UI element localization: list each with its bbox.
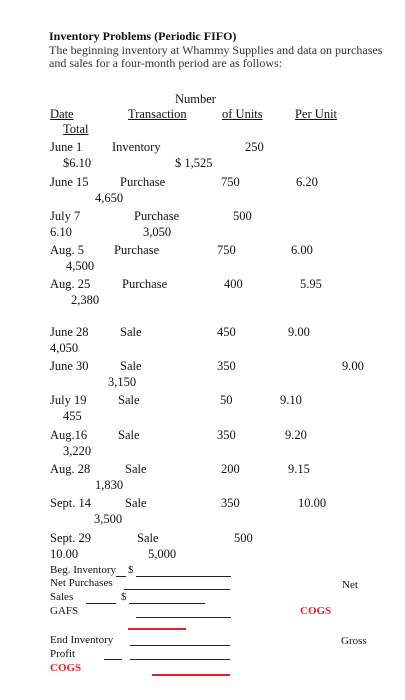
table-row-transaction: Sale: [120, 359, 142, 373]
table-row-date: July 19: [50, 393, 87, 407]
table-row-transaction: Sale: [137, 531, 159, 545]
table-row-units: 50: [220, 393, 233, 407]
header-number: Number: [175, 92, 216, 106]
table-row-units: 200: [221, 462, 240, 476]
table-row-per-unit: 9.20: [285, 428, 307, 442]
header-units: of Units: [222, 107, 263, 121]
profit-lead-line: [104, 659, 122, 660]
table-row-per-unit: 6.10: [50, 225, 72, 239]
table-row-date: June 15: [50, 175, 89, 189]
page-title: Inventory Problems (Periodic FIFO): [49, 29, 237, 43]
table-row-units: 750: [217, 243, 236, 257]
net-purchases-label: Net Purchases: [50, 577, 113, 589]
table-row-per-unit: 6.00: [291, 243, 313, 257]
sales-lead-line: [86, 603, 116, 604]
sales-dollar: $: [121, 591, 127, 603]
table-row-units: 250: [245, 140, 264, 154]
table-row-units: 350: [221, 496, 240, 510]
table-row-per-unit: 10.00: [298, 496, 327, 510]
table-row-units: 500: [234, 531, 253, 545]
beg-inventory-field[interactable]: [136, 576, 231, 577]
table-row-date: June 28: [50, 325, 89, 339]
sales-label: Sales: [50, 591, 74, 603]
cogs-label-bottom: COGS: [50, 662, 82, 674]
table-row-transaction: Sale: [120, 325, 142, 339]
end-inventory-field[interactable]: [130, 645, 230, 646]
table-row-date: Sept. 14: [50, 496, 91, 510]
table-row-total: $ 1,525: [175, 156, 213, 170]
table-row-per-unit: 9.00: [342, 359, 364, 373]
table-row-transaction: Inventory: [112, 140, 161, 154]
table-row-date: June 30: [50, 359, 89, 373]
gross-label: Gross: [341, 635, 367, 647]
beg-inventory-label: Beg. Inventory: [50, 564, 116, 576]
table-row-total: 4,050: [50, 341, 79, 355]
table-row-per-unit: 6.20: [296, 175, 318, 189]
table-row-per-unit: 9.15: [288, 462, 310, 476]
table-row-per-unit: $6.10: [63, 156, 92, 170]
sales-field[interactable]: [129, 603, 205, 604]
table-row-date: Sept. 29: [50, 531, 91, 545]
table-row-units: 500: [233, 209, 252, 223]
intro-text: The beginning inventory at Whammy Supplies and data on purchases and sales for a four-month period are as follows:: [49, 43, 383, 70]
table-row-date: Aug. 5: [50, 243, 85, 257]
header-per-unit: Per Unit: [295, 107, 338, 121]
end-inventory-label: End Inventory: [50, 634, 114, 646]
table-row-units: 750: [221, 175, 240, 189]
table-row-per-unit: 9.10: [280, 393, 302, 407]
cogs-red-line-upper: [128, 628, 186, 630]
beg-inventory-lead-line: [116, 576, 126, 577]
table-row-date: Aug. 25: [50, 277, 91, 291]
table-row-units: 350: [217, 428, 236, 442]
gafs-label: GAFS: [50, 605, 79, 617]
cogs-red-line-lower: [152, 674, 230, 676]
table-row-transaction: Purchase: [114, 243, 160, 257]
table-row-total: 3,500: [94, 512, 123, 526]
header-total: Total: [63, 122, 89, 136]
table-row-transaction: Sale: [118, 428, 140, 442]
net-purchases-field[interactable]: [124, 589, 230, 590]
gafs-field[interactable]: [136, 617, 231, 618]
table-row-transaction: Sale: [125, 496, 147, 510]
table-row-transaction: Purchase: [122, 277, 168, 291]
table-row-transaction: Sale: [118, 393, 140, 407]
table-row-total: 2,380: [71, 293, 100, 307]
table-row-date: June 1: [50, 140, 83, 154]
table-row-total: 5,000: [148, 547, 177, 561]
header-date: Date: [50, 107, 74, 121]
table-row-total: 1,830: [95, 478, 124, 492]
table-row-date: Aug.16: [50, 428, 88, 442]
table-row-units: 450: [217, 325, 236, 339]
table-row-per-unit: 5.95: [300, 277, 322, 291]
table-row-total: 4,500: [66, 259, 95, 273]
table-row-per-unit: 10.00: [50, 547, 79, 561]
table-row-total: 3,050: [143, 225, 172, 239]
cogs-label-right: COGS: [300, 605, 332, 617]
table-row-units: 350: [217, 359, 236, 373]
table-row-total: 3,220: [63, 444, 92, 458]
table-row-units: 400: [224, 277, 243, 291]
table-row-date: Aug. 28: [50, 462, 91, 476]
table-row-per-unit: 9.00: [288, 325, 310, 339]
table-row-date: July 7: [50, 209, 81, 223]
beg-inventory-dollar: $: [128, 564, 134, 576]
table-row-transaction: Purchase: [120, 175, 166, 189]
profit-label: Profit: [50, 648, 76, 660]
header-transaction: Transaction: [128, 107, 187, 121]
table-row-total: 4,650: [95, 191, 124, 205]
profit-field[interactable]: [130, 659, 230, 660]
table-row-transaction: Purchase: [134, 209, 180, 223]
table-row-total: 455: [63, 409, 82, 423]
table-row-total: 3,150: [108, 375, 137, 389]
table-row-transaction: Sale: [125, 462, 147, 476]
net-label: Net: [342, 579, 358, 591]
